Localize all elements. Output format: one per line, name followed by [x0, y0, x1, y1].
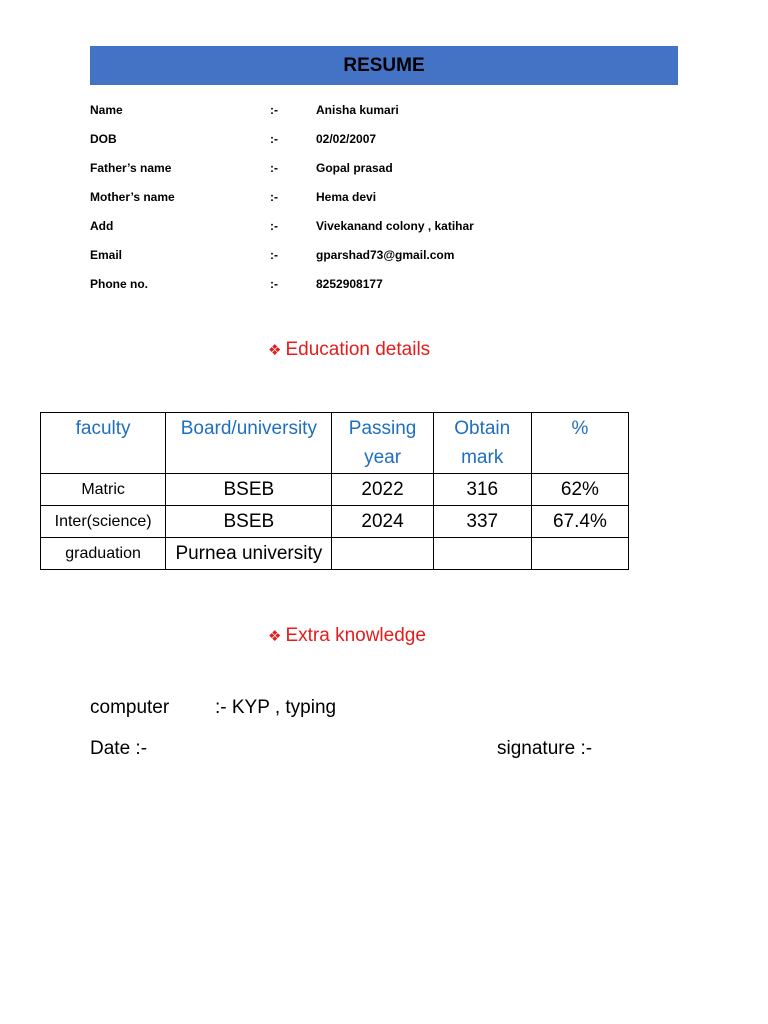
table-cell — [332, 538, 433, 570]
computer-value: :- KYP , typing — [215, 697, 337, 718]
signature-label: signature :- — [497, 738, 593, 759]
diamond-bullet-icon: ❖ — [268, 342, 282, 359]
education-heading — [268, 339, 430, 361]
info-separator: :- — [270, 103, 278, 117]
table-row — [41, 506, 629, 538]
info-label: Email — [90, 248, 123, 262]
date-label: Date :- — [90, 738, 148, 759]
info-separator: :- — [270, 277, 278, 291]
table-header-row — [41, 413, 629, 474]
diamond-bullet-icon: ❖ — [268, 628, 282, 645]
table-header-cell: Obtain mark — [433, 413, 531, 474]
table-cell: BSEB — [166, 474, 332, 506]
extra-knowledge-heading-text: Extra knowledge — [285, 625, 426, 646]
education-table — [40, 412, 629, 570]
info-value: Gopal prasad — [316, 161, 393, 175]
education-heading-text: Education details — [285, 339, 431, 360]
info-value: gparshad73@gmail.com — [316, 248, 455, 262]
table-cell: Purnea university — [166, 538, 332, 570]
table-cell: 62% — [531, 474, 628, 506]
info-separator: :- — [270, 219, 278, 233]
table-header-cell: % — [531, 413, 628, 474]
extra-knowledge-heading — [268, 625, 426, 647]
info-label: DOB — [90, 132, 117, 146]
table-cell: BSEB — [166, 506, 332, 538]
info-value: 8252908177 — [316, 277, 383, 291]
info-separator: :- — [270, 161, 278, 175]
info-separator: :- — [270, 190, 278, 204]
info-separator: :- — [270, 132, 278, 146]
table-cell: Inter(science) — [41, 506, 166, 538]
resume-title-banner — [90, 46, 678, 85]
info-label: Mother’s name — [90, 190, 175, 204]
table-cell: Matric — [41, 474, 166, 506]
table-cell — [433, 538, 531, 570]
info-value: 02/02/2007 — [316, 132, 377, 146]
table-cell — [531, 538, 628, 570]
info-value: Anisha kumari — [316, 103, 399, 117]
info-label: Name — [90, 103, 123, 117]
info-label: Phone no. — [90, 277, 148, 291]
info-label: Add — [90, 219, 114, 233]
table-cell: 2024 — [332, 506, 433, 538]
info-value: Hema devi — [316, 190, 377, 204]
table-row — [41, 474, 629, 506]
table-cell: 316 — [433, 474, 531, 506]
table-cell: 67.4% — [531, 506, 628, 538]
resume-title: RESUME — [343, 54, 425, 76]
table-cell: graduation — [41, 538, 166, 570]
table-header-cell: Passing year — [332, 413, 433, 474]
info-label: Father’s name — [90, 161, 172, 175]
table-header-cell: Board/university — [166, 413, 332, 474]
table-row — [41, 538, 629, 570]
computer-label: computer — [90, 697, 170, 718]
table-cell: 337 — [433, 506, 531, 538]
info-separator: :- — [270, 248, 278, 262]
table-cell: 2022 — [332, 474, 433, 506]
info-value: Vivekanand colony , katihar — [316, 219, 474, 233]
table-header-cell: faculty — [41, 413, 166, 474]
